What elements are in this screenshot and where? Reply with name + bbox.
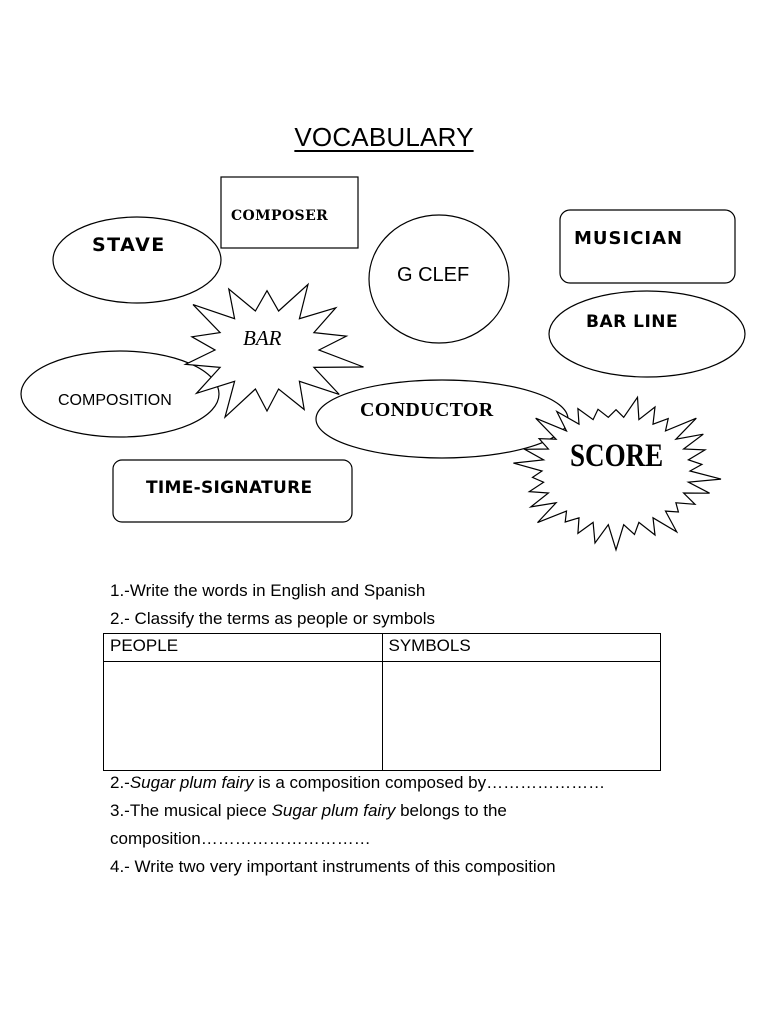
bar-line-label: BAR LINE <box>586 312 679 332</box>
classification-table <box>103 633 661 771</box>
people-cell[interactable] <box>104 662 383 771</box>
instructions <box>110 577 435 633</box>
instruction-2: 2.- Classify the terms as people or symbols <box>110 609 436 628</box>
question-3-line-2: composition………………………… <box>110 829 371 848</box>
question-4: 4.- Write two very important instruments of this composition <box>110 857 556 876</box>
question-2-prefix: 2.- <box>110 773 130 792</box>
people-header: PEOPLE <box>104 634 383 662</box>
conductor-label: CONDUCTOR <box>360 399 494 421</box>
time-signature-label: TIME-SIGNATURE <box>146 478 313 498</box>
page-title: VOCABULARY <box>294 122 474 152</box>
question-3-prefix: 3.-The musical piece <box>110 801 272 820</box>
question-2-title: Sugar plum fairy <box>129 773 254 792</box>
musician-label: MUSICIAN <box>574 228 684 249</box>
question-2-rest: is a composition composed by………………… <box>253 773 606 792</box>
bar-line-ellipse <box>549 291 745 377</box>
question-3-rest: belongs to the <box>395 801 507 820</box>
question-2 <box>110 769 605 797</box>
symbols-cell[interactable] <box>382 662 661 771</box>
stave-ellipse <box>53 217 221 303</box>
symbols-header: SYMBOLS <box>382 634 661 662</box>
g-clef-label: G CLEF <box>397 264 470 286</box>
instruction-1: 1.-Write the words in English and Spanish <box>110 581 426 600</box>
question-3-title: Sugar plum fairy <box>271 801 396 820</box>
questions <box>110 769 605 881</box>
bar-label: BAR <box>243 326 282 350</box>
stave-label: STAVE <box>92 234 166 256</box>
question-3 <box>110 797 605 825</box>
score-label: SCORE <box>570 438 664 474</box>
composer-label: COMPOSER <box>231 208 329 224</box>
composition-label: COMPOSITION <box>58 392 172 409</box>
